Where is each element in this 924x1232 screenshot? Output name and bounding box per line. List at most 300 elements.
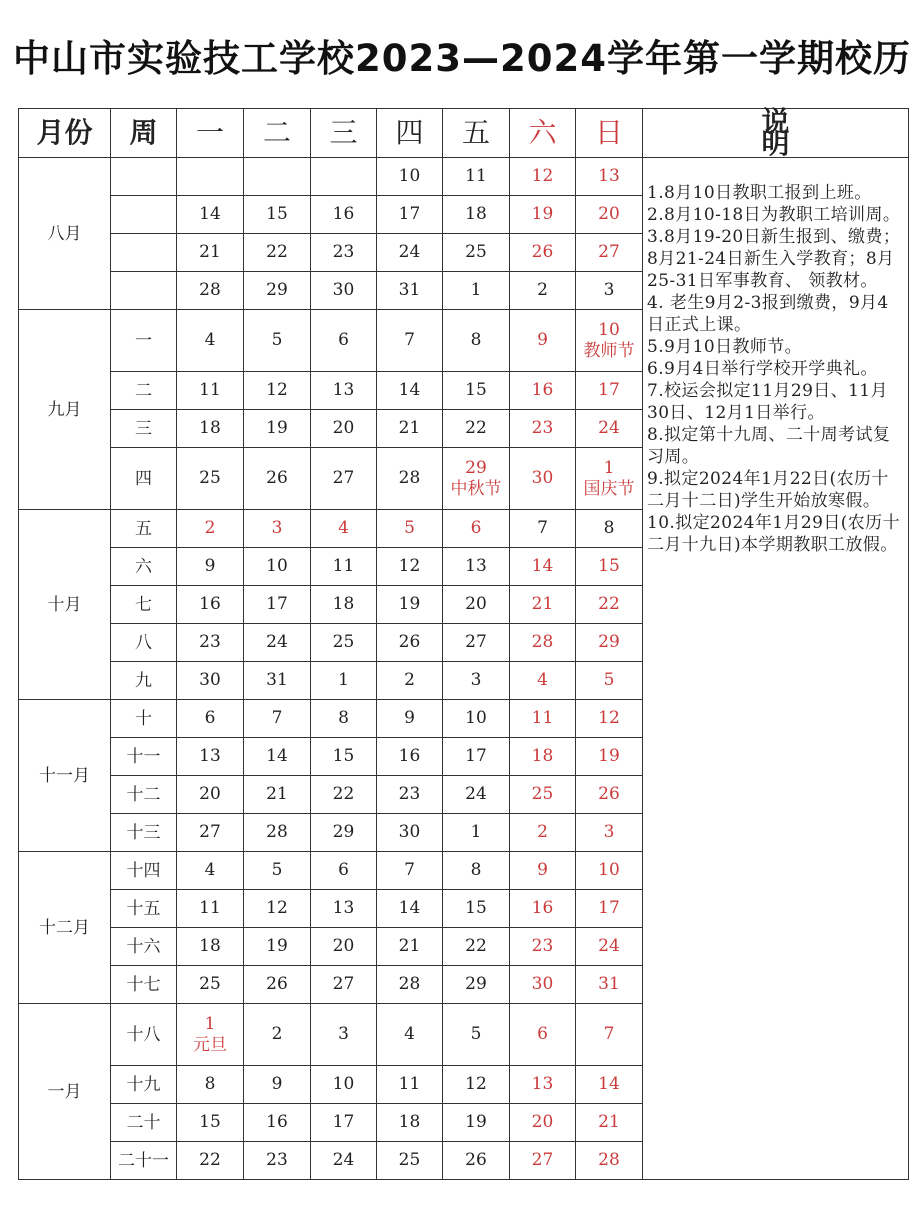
day-number: 31 bbox=[398, 280, 421, 300]
week-number: 二 bbox=[111, 372, 177, 410]
day-cell bbox=[177, 928, 244, 966]
day-cell bbox=[443, 1104, 510, 1142]
day-number: 4 bbox=[537, 670, 548, 690]
day-number: 18 bbox=[398, 1112, 421, 1132]
week-number bbox=[111, 234, 177, 272]
day-cell bbox=[311, 1104, 377, 1142]
day-number: 11 bbox=[199, 898, 221, 918]
day-cell bbox=[510, 234, 576, 272]
day-cell bbox=[377, 1066, 443, 1104]
day-number: 14 bbox=[398, 898, 421, 918]
day-number: 5 bbox=[271, 330, 283, 350]
day-number: 29 bbox=[266, 280, 288, 300]
day-number: 13 bbox=[199, 746, 221, 766]
day-number: 24 bbox=[332, 1150, 355, 1170]
day-cell bbox=[377, 738, 443, 776]
day-cell bbox=[244, 890, 311, 928]
month-cell: 十一月 bbox=[19, 700, 111, 852]
day-number: 25 bbox=[398, 1150, 421, 1170]
day-number: 27 bbox=[531, 1150, 554, 1170]
day-cell bbox=[377, 586, 443, 624]
day-number: 13 bbox=[332, 898, 355, 918]
week-number bbox=[111, 196, 177, 234]
day-number: 15 bbox=[332, 746, 355, 766]
day-cell bbox=[443, 196, 510, 234]
day-number: 28 bbox=[266, 822, 288, 842]
week-number: 十一 bbox=[111, 738, 177, 776]
day-cell bbox=[244, 310, 311, 372]
week-number: 二十一 bbox=[111, 1142, 177, 1180]
day-cell bbox=[311, 662, 377, 700]
day-cell bbox=[510, 410, 576, 448]
day-cell bbox=[311, 776, 377, 814]
day-cell bbox=[177, 586, 244, 624]
day-number: 15 bbox=[199, 1112, 221, 1132]
day-number: 16 bbox=[332, 204, 355, 224]
day-number: 9 bbox=[537, 330, 548, 350]
day-cell bbox=[244, 272, 311, 310]
page-title: 中山市实验技工学校2023—2024学年第一学期校历 bbox=[13, 37, 911, 80]
day-number: 30 bbox=[531, 974, 554, 994]
day-number: 10 bbox=[266, 556, 288, 576]
day-cell bbox=[377, 196, 443, 234]
day-cell bbox=[177, 158, 244, 196]
day-number: 25 bbox=[199, 974, 221, 994]
day-cell bbox=[576, 890, 643, 928]
day-number: 12 bbox=[398, 556, 421, 576]
month-cell: 十二月 bbox=[19, 852, 111, 1004]
day-cell bbox=[177, 662, 244, 700]
day-number: 3 bbox=[271, 518, 283, 538]
day-number: 21 bbox=[199, 242, 221, 262]
day-cell bbox=[510, 1066, 576, 1104]
day-cell bbox=[244, 510, 311, 548]
day-number: 10 bbox=[332, 1074, 355, 1094]
day-number: 17 bbox=[332, 1112, 355, 1132]
day-cell bbox=[311, 196, 377, 234]
day-number: 24 bbox=[598, 418, 620, 438]
day-number: 6 bbox=[470, 518, 482, 538]
day-cell bbox=[576, 310, 643, 372]
day-number: 4 bbox=[204, 860, 216, 880]
day-cell bbox=[576, 700, 643, 738]
day-cell bbox=[244, 234, 311, 272]
day-cell bbox=[576, 586, 643, 624]
day-number: 18 bbox=[531, 746, 554, 766]
notes-cell bbox=[643, 158, 909, 1180]
day-cell bbox=[510, 852, 576, 890]
day-cell bbox=[443, 1004, 510, 1066]
day-number: 2 bbox=[404, 670, 415, 690]
day-cell bbox=[311, 700, 377, 738]
day-number: 18 bbox=[465, 204, 487, 224]
day-cell bbox=[510, 548, 576, 586]
month-header: 月份 bbox=[19, 109, 111, 158]
day-number: 18 bbox=[199, 936, 221, 956]
day-cell bbox=[510, 624, 576, 662]
header-row bbox=[19, 109, 909, 158]
day-number: 27 bbox=[465, 632, 487, 652]
week-number: 三 bbox=[111, 410, 177, 448]
day-number: 17 bbox=[398, 204, 421, 224]
day-number: 2 bbox=[537, 822, 548, 842]
week-number: 七 bbox=[111, 586, 177, 624]
day-number: 28 bbox=[398, 974, 421, 994]
day-cell bbox=[311, 448, 377, 510]
day-cell bbox=[377, 814, 443, 852]
day-number: 13 bbox=[332, 380, 355, 400]
day-cell bbox=[510, 1004, 576, 1066]
day-number: 5 bbox=[404, 518, 415, 538]
day-header-thu: 四 bbox=[377, 109, 443, 158]
day-number: 30 bbox=[398, 822, 421, 842]
holiday-label: 教师节 bbox=[583, 340, 635, 361]
note-item: 6.9月4日举行学校开学典礼。 bbox=[647, 359, 878, 379]
day-cell bbox=[311, 1066, 377, 1104]
day-number: 16 bbox=[199, 594, 221, 614]
day-cell bbox=[377, 1004, 443, 1066]
day-header-fri: 五 bbox=[443, 109, 510, 158]
day-number: 29 bbox=[465, 457, 487, 478]
day-cell bbox=[311, 928, 377, 966]
day-cell bbox=[576, 548, 643, 586]
day-number: 14 bbox=[199, 204, 221, 224]
day-cell bbox=[443, 372, 510, 410]
day-cell bbox=[510, 310, 576, 372]
day-cell bbox=[311, 624, 377, 662]
day-number: 22 bbox=[266, 242, 288, 262]
week-number: 十九 bbox=[111, 1066, 177, 1104]
day-cell bbox=[177, 548, 244, 586]
day-number: 22 bbox=[199, 1150, 221, 1170]
day-cell bbox=[311, 1004, 377, 1066]
day-number: 4 bbox=[204, 330, 216, 350]
day-number: 19 bbox=[266, 418, 288, 438]
week-number: 二十 bbox=[111, 1104, 177, 1142]
day-number: 18 bbox=[332, 594, 355, 614]
day-number: 16 bbox=[398, 746, 421, 766]
day-number: 13 bbox=[598, 166, 620, 186]
day-cell bbox=[177, 624, 244, 662]
week-number: 十七 bbox=[111, 966, 177, 1004]
day-number: 11 bbox=[465, 166, 487, 186]
day-cell bbox=[377, 234, 443, 272]
day-cell bbox=[510, 448, 576, 510]
day-cell bbox=[576, 928, 643, 966]
day-cell bbox=[576, 738, 643, 776]
day-cell bbox=[377, 510, 443, 548]
day-cell bbox=[443, 1066, 510, 1104]
note-item: 3.8月19-20日新生报到、缴费；8月21-24日新生入学教育；8月25-31日军事教育、 领教材。 bbox=[647, 227, 901, 291]
day-cell bbox=[244, 662, 311, 700]
day-cell bbox=[177, 196, 244, 234]
note-item: 4. 老生9月2-3报到缴费，9月4日正式上课。 bbox=[647, 293, 889, 335]
day-cell bbox=[443, 448, 510, 510]
day-cell bbox=[443, 158, 510, 196]
day-cell bbox=[576, 372, 643, 410]
day-cell bbox=[576, 510, 643, 548]
day-number: 12 bbox=[531, 166, 554, 186]
day-number: 30 bbox=[332, 280, 355, 300]
day-number: 24 bbox=[598, 936, 620, 956]
day-cell bbox=[311, 234, 377, 272]
day-cell bbox=[177, 310, 244, 372]
day-cell bbox=[177, 700, 244, 738]
day-cell bbox=[244, 1004, 311, 1066]
day-number: 25 bbox=[199, 468, 221, 488]
day-number: 26 bbox=[398, 632, 421, 652]
day-cell bbox=[244, 852, 311, 890]
day-cell bbox=[510, 662, 576, 700]
day-cell bbox=[311, 1142, 377, 1180]
day-cell bbox=[510, 372, 576, 410]
day-cell bbox=[244, 410, 311, 448]
day-number: 27 bbox=[332, 468, 355, 488]
day-number: 4 bbox=[338, 518, 349, 538]
day-number: 13 bbox=[531, 1074, 554, 1094]
day-number: 17 bbox=[465, 746, 487, 766]
note-item: 7.校运会拟定11月29日、11月30日、12月1日举行。 bbox=[647, 381, 888, 423]
day-cell bbox=[576, 410, 643, 448]
day-number: 15 bbox=[465, 898, 487, 918]
day-cell bbox=[443, 310, 510, 372]
month-cell: 九月 bbox=[19, 310, 111, 510]
note-item: 5.9月10日教师节。 bbox=[647, 337, 803, 357]
week-number: 十三 bbox=[111, 814, 177, 852]
day-number: 7 bbox=[603, 1024, 615, 1044]
day-number: 25 bbox=[531, 784, 554, 804]
day-cell bbox=[311, 510, 377, 548]
day-number: 14 bbox=[266, 746, 288, 766]
day-number: 26 bbox=[531, 242, 554, 262]
day-cell bbox=[510, 890, 576, 928]
day-cell bbox=[177, 372, 244, 410]
day-number: 26 bbox=[598, 784, 620, 804]
day-number: 6 bbox=[338, 330, 349, 350]
note-item: 2.8月10-18日为教职工培训周。 bbox=[647, 205, 901, 225]
day-number: 1 bbox=[204, 1013, 216, 1034]
day-cell bbox=[244, 448, 311, 510]
day-cell bbox=[443, 966, 510, 1004]
day-number: 5 bbox=[603, 670, 615, 690]
day-cell bbox=[311, 372, 377, 410]
day-cell bbox=[443, 410, 510, 448]
day-cell bbox=[244, 586, 311, 624]
day-cell bbox=[311, 852, 377, 890]
calendar-table bbox=[18, 105, 909, 1180]
week-number: 十五 bbox=[111, 890, 177, 928]
day-number: 21 bbox=[598, 1112, 620, 1132]
day-number: 28 bbox=[531, 632, 554, 652]
day-cell bbox=[576, 1004, 643, 1066]
day-cell bbox=[311, 548, 377, 586]
holiday-label: 元旦 bbox=[193, 1034, 227, 1055]
day-number: 21 bbox=[398, 418, 421, 438]
day-number: 8 bbox=[470, 860, 482, 880]
day-number: 7 bbox=[271, 708, 283, 728]
day-cell bbox=[576, 662, 643, 700]
day-number: 14 bbox=[531, 556, 554, 576]
day-cell bbox=[244, 700, 311, 738]
day-cell bbox=[377, 966, 443, 1004]
day-cell bbox=[177, 814, 244, 852]
day-cell bbox=[244, 624, 311, 662]
week-number bbox=[111, 272, 177, 310]
day-number: 19 bbox=[531, 204, 554, 224]
day-number: 25 bbox=[465, 242, 487, 262]
month-cell: 一月 bbox=[19, 1004, 111, 1180]
week-number: 八 bbox=[111, 624, 177, 662]
note-item: 8.拟定第十九周、二十周考试复习周。 bbox=[647, 425, 891, 467]
day-number: 10 bbox=[598, 860, 620, 880]
day-number: 4 bbox=[404, 1024, 415, 1044]
day-number: 16 bbox=[266, 1112, 288, 1132]
day-number: 7 bbox=[404, 330, 415, 350]
day-number: 23 bbox=[531, 936, 554, 956]
day-number: 23 bbox=[332, 242, 355, 262]
day-number: 2 bbox=[204, 518, 216, 538]
day-cell bbox=[510, 738, 576, 776]
day-number: 2 bbox=[537, 280, 548, 300]
day-number: 20 bbox=[531, 1112, 554, 1132]
day-cell bbox=[311, 158, 377, 196]
day-number: 20 bbox=[332, 418, 355, 438]
day-cell bbox=[510, 700, 576, 738]
day-number: 25 bbox=[332, 632, 355, 652]
day-number: 15 bbox=[465, 380, 487, 400]
day-number: 8 bbox=[204, 1074, 216, 1094]
week-number: 五 bbox=[111, 510, 177, 548]
day-cell bbox=[244, 966, 311, 1004]
day-cell bbox=[377, 310, 443, 372]
day-cell bbox=[177, 1004, 244, 1066]
day-number: 17 bbox=[598, 898, 620, 918]
day-number: 17 bbox=[598, 380, 620, 400]
day-number: 27 bbox=[332, 974, 355, 994]
day-number: 9 bbox=[404, 708, 415, 728]
day-cell bbox=[377, 272, 443, 310]
day-cell bbox=[311, 586, 377, 624]
month-cell: 八月 bbox=[19, 158, 111, 310]
week-number: 十八 bbox=[111, 1004, 177, 1066]
day-number: 23 bbox=[199, 632, 221, 652]
day-cell bbox=[510, 1142, 576, 1180]
day-cell bbox=[377, 410, 443, 448]
day-number: 1 bbox=[603, 457, 615, 478]
day-number: 11 bbox=[199, 380, 221, 400]
day-cell bbox=[510, 586, 576, 624]
day-number: 26 bbox=[266, 974, 288, 994]
day-number: 12 bbox=[266, 898, 288, 918]
day-number: 30 bbox=[531, 468, 554, 488]
day-cell bbox=[576, 776, 643, 814]
day-cell bbox=[576, 158, 643, 196]
day-number: 2 bbox=[271, 1024, 283, 1044]
day-number: 28 bbox=[199, 280, 221, 300]
day-cell bbox=[244, 1104, 311, 1142]
calendar-body bbox=[19, 158, 909, 1180]
day-number: 19 bbox=[465, 1112, 487, 1132]
day-number: 22 bbox=[465, 936, 487, 956]
day-number: 5 bbox=[470, 1024, 482, 1044]
day-cell bbox=[443, 624, 510, 662]
day-number: 8 bbox=[470, 330, 482, 350]
day-number: 10 bbox=[598, 319, 620, 340]
day-cell bbox=[443, 510, 510, 548]
day-number: 22 bbox=[598, 594, 620, 614]
note-item: 9.拟定2024年1月22日(农历十二月十二日)学生开始放寒假。 bbox=[647, 469, 889, 511]
day-number: 28 bbox=[398, 468, 421, 488]
day-cell bbox=[510, 272, 576, 310]
day-number: 19 bbox=[266, 936, 288, 956]
day-number: 28 bbox=[598, 1150, 620, 1170]
day-header-wed: 三 bbox=[311, 109, 377, 158]
day-number: 22 bbox=[465, 418, 487, 438]
day-cell bbox=[177, 1142, 244, 1180]
day-number: 3 bbox=[470, 670, 482, 690]
week-number: 一 bbox=[111, 310, 177, 372]
day-cell bbox=[244, 814, 311, 852]
day-number: 14 bbox=[398, 380, 421, 400]
day-number: 27 bbox=[199, 822, 221, 842]
day-header-tue: 二 bbox=[244, 109, 311, 158]
day-cell bbox=[377, 448, 443, 510]
week-number: 十四 bbox=[111, 852, 177, 890]
day-cell bbox=[244, 372, 311, 410]
day-cell bbox=[244, 738, 311, 776]
day-number: 20 bbox=[465, 594, 487, 614]
week-number: 十 bbox=[111, 700, 177, 738]
week-number: 四 bbox=[111, 448, 177, 510]
day-cell bbox=[377, 928, 443, 966]
day-number: 10 bbox=[465, 708, 487, 728]
day-number: 15 bbox=[266, 204, 288, 224]
day-number: 27 bbox=[598, 242, 620, 262]
day-cell bbox=[576, 966, 643, 1004]
day-number: 8 bbox=[338, 708, 349, 728]
day-cell bbox=[311, 738, 377, 776]
day-number: 30 bbox=[199, 670, 221, 690]
day-cell bbox=[510, 814, 576, 852]
day-number: 12 bbox=[598, 708, 620, 728]
day-cell bbox=[177, 890, 244, 928]
week-number: 十二 bbox=[111, 776, 177, 814]
day-cell bbox=[177, 852, 244, 890]
day-number: 10 bbox=[398, 166, 421, 186]
day-number: 16 bbox=[531, 898, 554, 918]
day-cell bbox=[311, 410, 377, 448]
day-number: 24 bbox=[266, 632, 288, 652]
day-number: 12 bbox=[465, 1074, 487, 1094]
day-number: 13 bbox=[465, 556, 487, 576]
day-cell bbox=[576, 272, 643, 310]
day-cell bbox=[377, 700, 443, 738]
day-cell bbox=[377, 890, 443, 928]
day-number: 26 bbox=[465, 1150, 487, 1170]
day-number: 1 bbox=[470, 280, 482, 300]
day-number: 15 bbox=[598, 556, 620, 576]
day-cell bbox=[510, 928, 576, 966]
week-row bbox=[19, 158, 909, 196]
day-cell bbox=[244, 1142, 311, 1180]
day-number: 1 bbox=[470, 822, 482, 842]
day-cell bbox=[377, 1142, 443, 1180]
day-cell bbox=[244, 548, 311, 586]
day-number: 3 bbox=[603, 280, 615, 300]
day-number: 3 bbox=[338, 1024, 349, 1044]
day-number: 21 bbox=[266, 784, 288, 804]
day-number: 24 bbox=[465, 784, 487, 804]
